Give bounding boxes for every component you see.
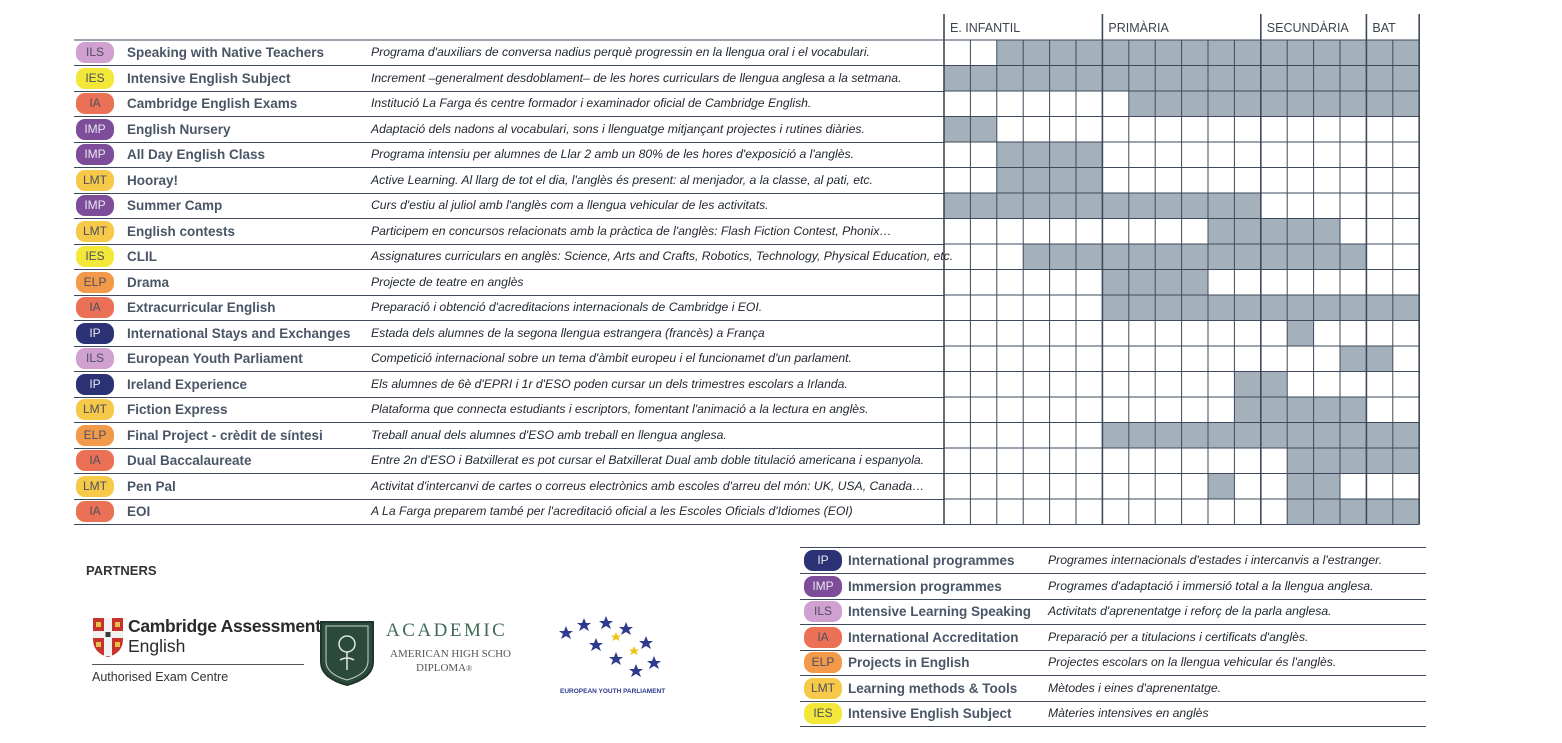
program-description: Els alumnes de 6è d'EPRI i 1r d'ESO poden cursar un dels trimestres escolars a Irlanda. — [371, 376, 848, 391]
level-cell-filled — [1050, 66, 1076, 92]
level-cell-filled — [1366, 40, 1392, 66]
category-badge: IA — [76, 297, 114, 318]
legend-name: International Accreditation — [848, 629, 1019, 645]
stage-header: PRIMÀRIA — [1108, 21, 1169, 35]
cambridge-logo — [92, 614, 321, 688]
level-cell-filled — [1314, 66, 1340, 92]
legend-row — [800, 599, 1426, 625]
program-description: Competició internacional sobre un tema d'àmbit europeu i el funcionamet d'un parlament. — [371, 351, 852, 365]
level-cell-filled — [1208, 295, 1234, 321]
level-cell-filled — [1287, 66, 1313, 92]
program-name: Pen Pal — [127, 478, 176, 494]
legend-badge: IMP — [804, 576, 842, 597]
level-cell-filled — [1129, 193, 1155, 219]
category-badge: IES — [76, 68, 114, 89]
level-cell-filled — [1102, 193, 1128, 219]
level-cell-filled — [1366, 448, 1392, 474]
program-name: Extracurricular English — [127, 300, 276, 315]
level-cell-filled — [1287, 448, 1313, 474]
level-cell-filled — [1314, 295, 1340, 321]
level-cell-filled — [1076, 244, 1102, 270]
program-name: International Stays and Exchanges — [127, 325, 351, 341]
level-cell-filled — [1234, 219, 1260, 245]
program-description: A La Farga preparem també per l'acreditació oficial a les Escoles Oficials d'Idiomes (EOI) — [371, 504, 853, 518]
level-cell-filled — [1261, 91, 1287, 117]
level-cell-filled — [997, 66, 1023, 92]
program-description: Activitat d'intercanvi de cartes o correus electrònics amb escoles d'arreu del món: UK, USA, Canada… — [371, 478, 925, 493]
category-badge: LMT — [76, 399, 114, 420]
program-name: Fiction Express — [127, 402, 228, 417]
program-name: Dual Baccalaureate — [127, 453, 252, 468]
program-row — [74, 219, 944, 245]
level-cell-filled — [1182, 66, 1208, 92]
level-cell-filled — [1129, 91, 1155, 117]
level-cell-filled — [1393, 423, 1419, 449]
program-name: English contests — [127, 223, 236, 239]
program-description: Treball anual dels alumnes d'ESO amb treball en llengua anglesa. — [371, 427, 727, 442]
cambridge-shield-icon — [92, 617, 124, 657]
level-cell-filled — [1340, 397, 1366, 423]
level-cell-filled — [1023, 193, 1049, 219]
level-cell-filled — [1393, 499, 1419, 525]
category-badge: IP — [76, 323, 114, 344]
program-row — [74, 397, 944, 423]
program-name: European Youth Parliament — [127, 351, 303, 366]
level-cell-filled — [1234, 423, 1260, 449]
level-cell-filled — [1102, 244, 1128, 270]
level-cell-filled — [1023, 168, 1049, 194]
level-cell-filled — [1182, 193, 1208, 219]
level-cell-filled — [970, 66, 996, 92]
program-description: Institució La Farga és centre formador i examinador oficial de Cambridge English. — [371, 96, 812, 110]
level-cell-filled — [1182, 91, 1208, 117]
program-description: Projecte de teatre en anglès — [371, 274, 524, 289]
legend-description: Màteries intensives en anglès — [1048, 706, 1209, 720]
level-cell-filled — [1340, 346, 1366, 372]
legend-name: Learning methods & Tools — [848, 680, 1018, 696]
level-cell-filled — [1129, 244, 1155, 270]
program-name: All Day English Class — [127, 147, 266, 162]
cambridge-subtitle: English — [128, 636, 186, 656]
legend-description: Mètodes i eines d'aprenentatge. — [1048, 680, 1222, 695]
program-description: Curs d'estiu al juliol amb l'anglès com a llengua vehicular de les activitats. — [371, 198, 769, 212]
level-cell-filled — [944, 66, 970, 92]
level-cell-filled — [1234, 193, 1260, 219]
legend-row — [800, 676, 1426, 702]
level-cell-filled — [1208, 423, 1234, 449]
level-cell-filled — [1340, 295, 1366, 321]
level-cell-filled — [1366, 66, 1392, 92]
level-cell-filled — [1340, 244, 1366, 270]
level-cell-filled — [1050, 40, 1076, 66]
level-cell-filled — [1261, 372, 1287, 398]
legend-badge: LMT — [804, 678, 842, 699]
academic-line2: DIPLOMA — [416, 662, 467, 674]
stage-header: E. INFANTIL — [950, 21, 1021, 35]
category-badge: IMP — [76, 144, 114, 165]
cambridge-caption: Authorised Exam Centre — [92, 670, 229, 684]
program-row — [74, 193, 944, 219]
program-description: Assignatures curriculars en anglès: Science, Arts and Crafts, Robotics, Technology, Physical Education, etc. — [371, 249, 954, 263]
level-cell-filled — [1076, 168, 1102, 194]
program-row — [74, 91, 944, 117]
category-badge: IP — [76, 374, 114, 395]
level-cell-filled — [1155, 66, 1181, 92]
level-cell-filled — [1287, 219, 1313, 245]
level-cell-filled — [1208, 474, 1234, 500]
level-cell-filled — [1314, 40, 1340, 66]
program-name: Drama — [127, 274, 170, 290]
legend-name: Projects in English — [848, 655, 970, 670]
level-cell-filled — [1314, 397, 1340, 423]
program-description: Plataforma que connecta estudiants i escriptors, fomentant l'animació a la lectura en anglès. — [371, 402, 869, 416]
level-cell-filled — [1050, 168, 1076, 194]
eyp-logo — [556, 612, 666, 698]
category-badge: IA — [76, 93, 114, 114]
legend-description: Programes internacionals d'estades i intercanvis a l'estranger. — [1048, 553, 1383, 567]
stage-header: BAT — [1372, 21, 1396, 35]
legend-row — [800, 701, 1426, 727]
level-cell-filled — [1234, 40, 1260, 66]
category-badge: LMT — [76, 221, 114, 242]
academic-line1: AMERICAN HIGH SCHO — [390, 648, 512, 660]
program-description: Active Learning. Al llarg de tot el dia, l'anglès és present: al menjador, a la classe, al pati, etc. — [371, 172, 873, 187]
level-cell-filled — [1340, 91, 1366, 117]
level-cell-filled — [1366, 346, 1392, 372]
program-row — [74, 40, 944, 66]
program-description: Increment –generalment desdoblament– de les hores curriculars de llengua anglesa a la setmana. — [371, 70, 902, 85]
level-cell-filled — [1023, 40, 1049, 66]
level-cell-filled — [1076, 142, 1102, 168]
program-row — [74, 321, 944, 347]
cambridge-title: Cambridge Assessment — [128, 616, 321, 636]
program-name: Hooray! — [127, 172, 179, 188]
legend-row — [800, 625, 1426, 651]
program-name: Final Project - crèdit de síntesi — [127, 427, 323, 443]
level-cell-filled — [1102, 66, 1128, 92]
level-cell-filled — [1393, 448, 1419, 474]
level-cell-filled — [1050, 193, 1076, 219]
category-badge: ELP — [76, 272, 114, 293]
academic-mark: ® — [466, 664, 473, 673]
level-cell-filled — [1340, 448, 1366, 474]
program-name: EOI — [127, 504, 151, 519]
legend-row — [800, 548, 1426, 574]
level-cell-filled — [1234, 295, 1260, 321]
legend-row — [800, 650, 1426, 676]
level-cell-filled — [1261, 66, 1287, 92]
level-cell-filled — [1182, 295, 1208, 321]
program-description: Entre 2n d'ESO i Batxillerat es pot cursar el Batxillerat Dual amb doble titulació americana i espanyola. — [371, 453, 925, 467]
level-cell-filled — [1366, 499, 1392, 525]
program-row — [74, 448, 944, 474]
level-cell-filled — [1050, 244, 1076, 270]
eyp-stars-icon — [556, 612, 666, 682]
category-badge: IA — [76, 450, 114, 471]
level-cell-filled — [1208, 40, 1234, 66]
program-row — [74, 346, 944, 372]
legend-badge: ELP — [804, 652, 842, 673]
level-cell-filled — [1314, 244, 1340, 270]
program-row — [74, 474, 944, 500]
level-cell-filled — [1234, 66, 1260, 92]
legend-name: Intensive English Subject — [848, 706, 1012, 721]
program-row — [74, 66, 944, 92]
level-cell-filled — [1287, 321, 1313, 347]
category-badge: ILS — [76, 42, 114, 63]
level-cell-filled — [1129, 295, 1155, 321]
level-cell-filled — [1182, 40, 1208, 66]
level-cell-filled — [1261, 295, 1287, 321]
level-cell-filled — [997, 193, 1023, 219]
level-cell-filled — [1314, 91, 1340, 117]
program-name: English Nursery — [127, 121, 231, 137]
program-row — [74, 244, 954, 270]
category-badge: LMT — [76, 476, 114, 497]
level-cell-filled — [1393, 295, 1419, 321]
academic-title: ACADEMIC — [386, 620, 508, 641]
level-cell-filled — [1314, 474, 1340, 500]
eyp-caption: EUROPEAN YOUTH PARLIAMENT — [560, 688, 666, 695]
level-cell-filled — [1155, 244, 1181, 270]
level-cell-filled — [1102, 40, 1128, 66]
level-cell-filled — [1234, 91, 1260, 117]
category-badge: ILS — [76, 348, 114, 369]
level-cell-filled — [1393, 91, 1419, 117]
level-cell-filled — [1155, 423, 1181, 449]
level-cell-filled — [1023, 66, 1049, 92]
program-description: Estada dels alumnes de la segona llengua estrangera (francès) a França — [371, 325, 765, 340]
level-cell-filled — [1050, 142, 1076, 168]
program-name: Cambridge English Exams — [127, 96, 298, 111]
level-cell-filled — [1208, 219, 1234, 245]
legend-badge: ILS — [804, 601, 842, 622]
level-cell-filled — [1155, 295, 1181, 321]
legend-name: International programmes — [848, 553, 1015, 568]
program-row — [74, 372, 944, 398]
level-cell-filled — [1182, 270, 1208, 296]
legend-name: Immersion programmes — [848, 578, 1002, 594]
level-cell-filled — [1129, 40, 1155, 66]
category-badge: ELP — [76, 425, 114, 446]
program-description: Participem en concursos relacionats amb la pràctica de l'anglès: Flash Fiction Contest, Phonix… — [371, 223, 892, 238]
level-cell-filled — [1340, 423, 1366, 449]
level-cell-filled — [1261, 244, 1287, 270]
level-cell-filled — [1287, 91, 1313, 117]
legend-badge: IA — [804, 627, 842, 648]
level-cell-filled — [1340, 40, 1366, 66]
program-name: Speaking with Native Teachers — [127, 45, 325, 60]
level-cell-filled — [1366, 91, 1392, 117]
level-cell-filled — [1155, 270, 1181, 296]
legend-name: Intensive Learning Speaking — [848, 604, 1032, 619]
level-cell-filled — [1366, 423, 1392, 449]
legend-description: Activitats d'aprenentatge i reforç de la parla anglesa. — [1048, 604, 1332, 618]
level-cell-filled — [1102, 270, 1128, 296]
program-row — [74, 423, 944, 449]
level-cell-filled — [1208, 66, 1234, 92]
program-row — [74, 168, 944, 194]
stage-header: SECUNDÀRIA — [1266, 21, 1349, 35]
legend-badge: IP — [804, 550, 842, 571]
level-cell-filled — [970, 193, 996, 219]
level-cell-filled — [1208, 193, 1234, 219]
program-description: Adaptació dels nadons al vocabulari, sons i llenguatge mitjançant projectes i rutines diàries. — [371, 121, 865, 136]
program-description: Programa d'auxiliars de conversa nadius perquè progressin en la llengua oral i el vocabulari. — [371, 45, 870, 59]
legend-description: Programes d'adaptació i immersió total a la llengua anglesa. — [1048, 578, 1374, 593]
program-row — [74, 117, 944, 143]
level-cell-filled — [1261, 397, 1287, 423]
level-cell-filled — [1102, 295, 1128, 321]
level-cell-filled — [1287, 244, 1313, 270]
level-cell-filled — [1155, 193, 1181, 219]
legend-description: Preparació per a titulacions i certificats d'anglès. — [1048, 629, 1309, 644]
program-description: Preparació i obtenció d'acreditacions internacionals de Cambridge i EOI. — [371, 300, 763, 314]
level-cell-filled — [1393, 66, 1419, 92]
level-cell-filled — [1076, 66, 1102, 92]
legend-row — [800, 574, 1426, 600]
program-name: Intensive English Subject — [127, 70, 291, 86]
level-cell-filled — [944, 117, 970, 143]
level-cell-filled — [997, 40, 1023, 66]
category-badge: IES — [76, 246, 114, 267]
level-cell-filled — [1234, 244, 1260, 270]
level-cell-filled — [1340, 499, 1366, 525]
level-cell-filled — [1234, 397, 1260, 423]
level-cell-filled — [1182, 244, 1208, 270]
level-cell-filled — [1155, 91, 1181, 117]
level-cell-filled — [1261, 40, 1287, 66]
program-description: Programa intensiu per alumnes de Llar 2 amb un 80% de les hores d'exposició a l'anglès. — [371, 147, 854, 161]
level-cell-filled — [1155, 40, 1181, 66]
category-badge: IA — [76, 501, 114, 522]
level-cell-filled — [1234, 372, 1260, 398]
program-name: Ireland Experience — [127, 376, 248, 392]
level-cell-filled — [1261, 423, 1287, 449]
level-cell-filled — [1287, 397, 1313, 423]
level-cell-filled — [997, 168, 1023, 194]
program-name: CLIL — [127, 249, 157, 264]
level-cell-filled — [1393, 40, 1419, 66]
level-cell-filled — [1102, 423, 1128, 449]
level-cell-filled — [1023, 244, 1049, 270]
level-cell-filled — [1314, 219, 1340, 245]
legend-description: Projectes escolars on la llengua vehicular és l'anglès. — [1048, 655, 1337, 669]
level-cell-filled — [1182, 423, 1208, 449]
level-cell-filled — [944, 193, 970, 219]
level-cell-filled — [970, 117, 996, 143]
level-cell-filled — [1261, 219, 1287, 245]
program-name: Summer Camp — [127, 198, 223, 213]
level-cell-filled — [997, 142, 1023, 168]
level-cell-filled — [1287, 423, 1313, 449]
legend-badge: IES — [804, 703, 842, 724]
level-cell-filled — [1314, 423, 1340, 449]
program-row — [74, 499, 944, 525]
program-row — [74, 295, 944, 321]
academic-crest-icon — [318, 620, 376, 686]
level-cell-filled — [1129, 66, 1155, 92]
level-cell-filled — [1340, 66, 1366, 92]
category-badge: IMP — [76, 195, 114, 216]
academic-logo — [318, 620, 523, 686]
level-cell-filled — [1023, 142, 1049, 168]
level-cell-filled — [1076, 40, 1102, 66]
level-cell-filled — [1208, 244, 1234, 270]
level-cell-filled — [1287, 40, 1313, 66]
level-cell-filled — [1314, 499, 1340, 525]
level-cell-filled — [1287, 499, 1313, 525]
program-row — [74, 142, 944, 168]
program-row — [74, 270, 944, 296]
level-cell-filled — [1208, 91, 1234, 117]
level-cell-filled — [1287, 474, 1313, 500]
level-cell-filled — [1129, 270, 1155, 296]
level-cell-filled — [1314, 448, 1340, 474]
level-cell-filled — [1366, 295, 1392, 321]
level-cell-filled — [1287, 295, 1313, 321]
level-cell-filled — [1129, 423, 1155, 449]
level-cell-filled — [1076, 193, 1102, 219]
category-badge: LMT — [76, 170, 114, 191]
partners-title: PARTNERS — [86, 563, 157, 578]
category-badge: IMP — [76, 119, 114, 140]
